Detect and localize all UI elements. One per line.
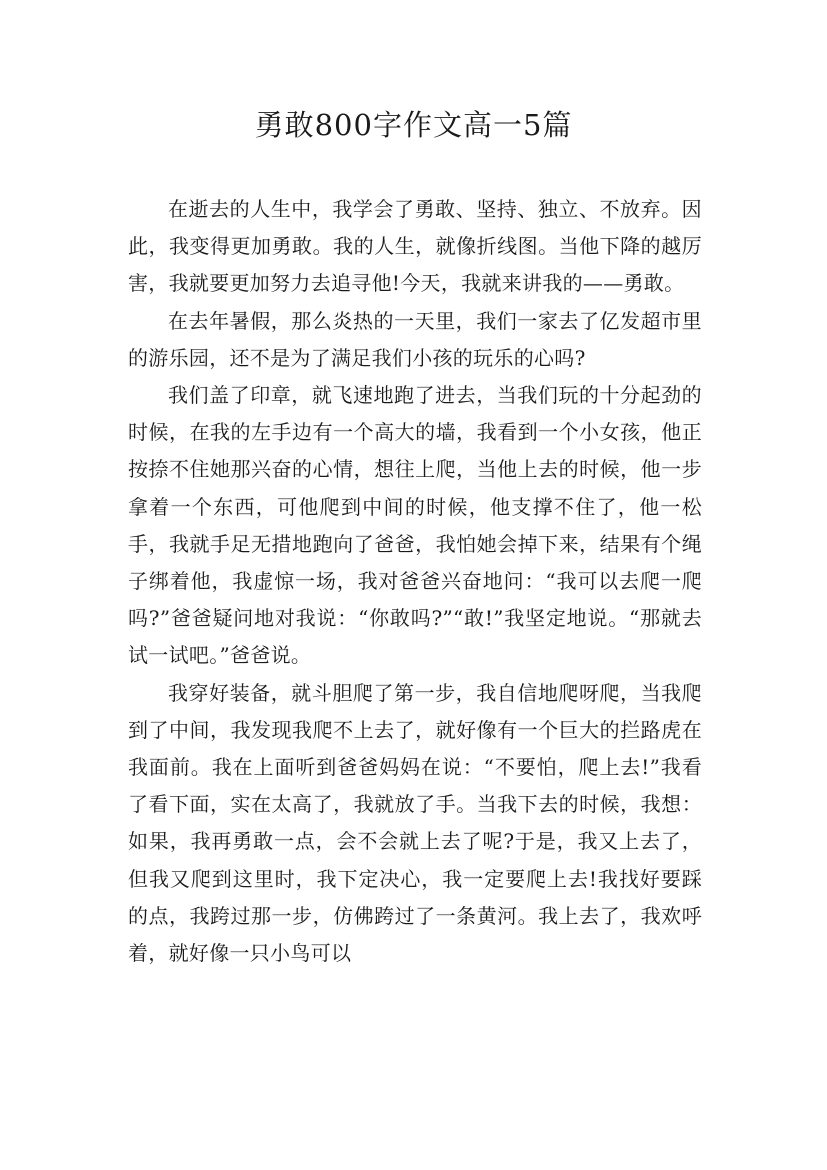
paragraph: 我穿好装备，就斗胆爬了第一步，我自信地爬呀爬，当我爬到了中间，我发现我爬不上去了，就好像有一个巨大的拦路虎在我面前。我在上面听到爸爸妈妈在说：“不要怕，爬上去!”我看了看下面，实在太高了，我就放了手。当我下去的时候，我想：如果，我再勇敢一点，会不会就上去了呢?于是，我又上去了，但我又爬到这里时，我下定决心，我一定要爬上去!我找好要踩的点，我跨过那一步，仿佛跨过了一条黄河。我上去了，我欢呼着，就好像一只小鸟可以 xyxy=(128,680,702,966)
document-body xyxy=(128,191,702,972)
paragraph: 在逝去的人生中，我学会了勇敢、坚持、独立、不放弃。因此，我变得更加勇敢。我的人生，就像折线图。当他下降的越厉害，我就要更加努力去追寻他!今天，我就来讲我的——勇敢。 xyxy=(128,197,702,296)
document-title: 勇敢800字作文高一5篇 xyxy=(254,108,573,142)
paragraph: 在去年暑假，那么炎热的一天里，我们一家去了亿发超市里的游乐园，还不是为了满足我们小孩的玩乐的心吗? xyxy=(128,308,702,370)
paragraph: 我们盖了印章，就飞速地跑了进去，当我们玩的十分起劲的时候，在我的左手边有一个高大的墙，我看到一个小女孩，他正按捺不住她那兴奋的心情，想往上爬，当他上去的时候，他一步拿着一个东西，可他爬到中间的时候，他支撑不住了，他一松手，我就手足无措地跑向了爸爸，我怕她会掉下来，结果有个绳子绑着他，我虚惊一场，我对爸爸兴奋地问：“我可以去爬一爬吗?”爸爸疑问地对我说：“你敢吗?”“敢!”我坚定地说。“那就去试一试吧。”爸爸说。 xyxy=(128,383,702,668)
